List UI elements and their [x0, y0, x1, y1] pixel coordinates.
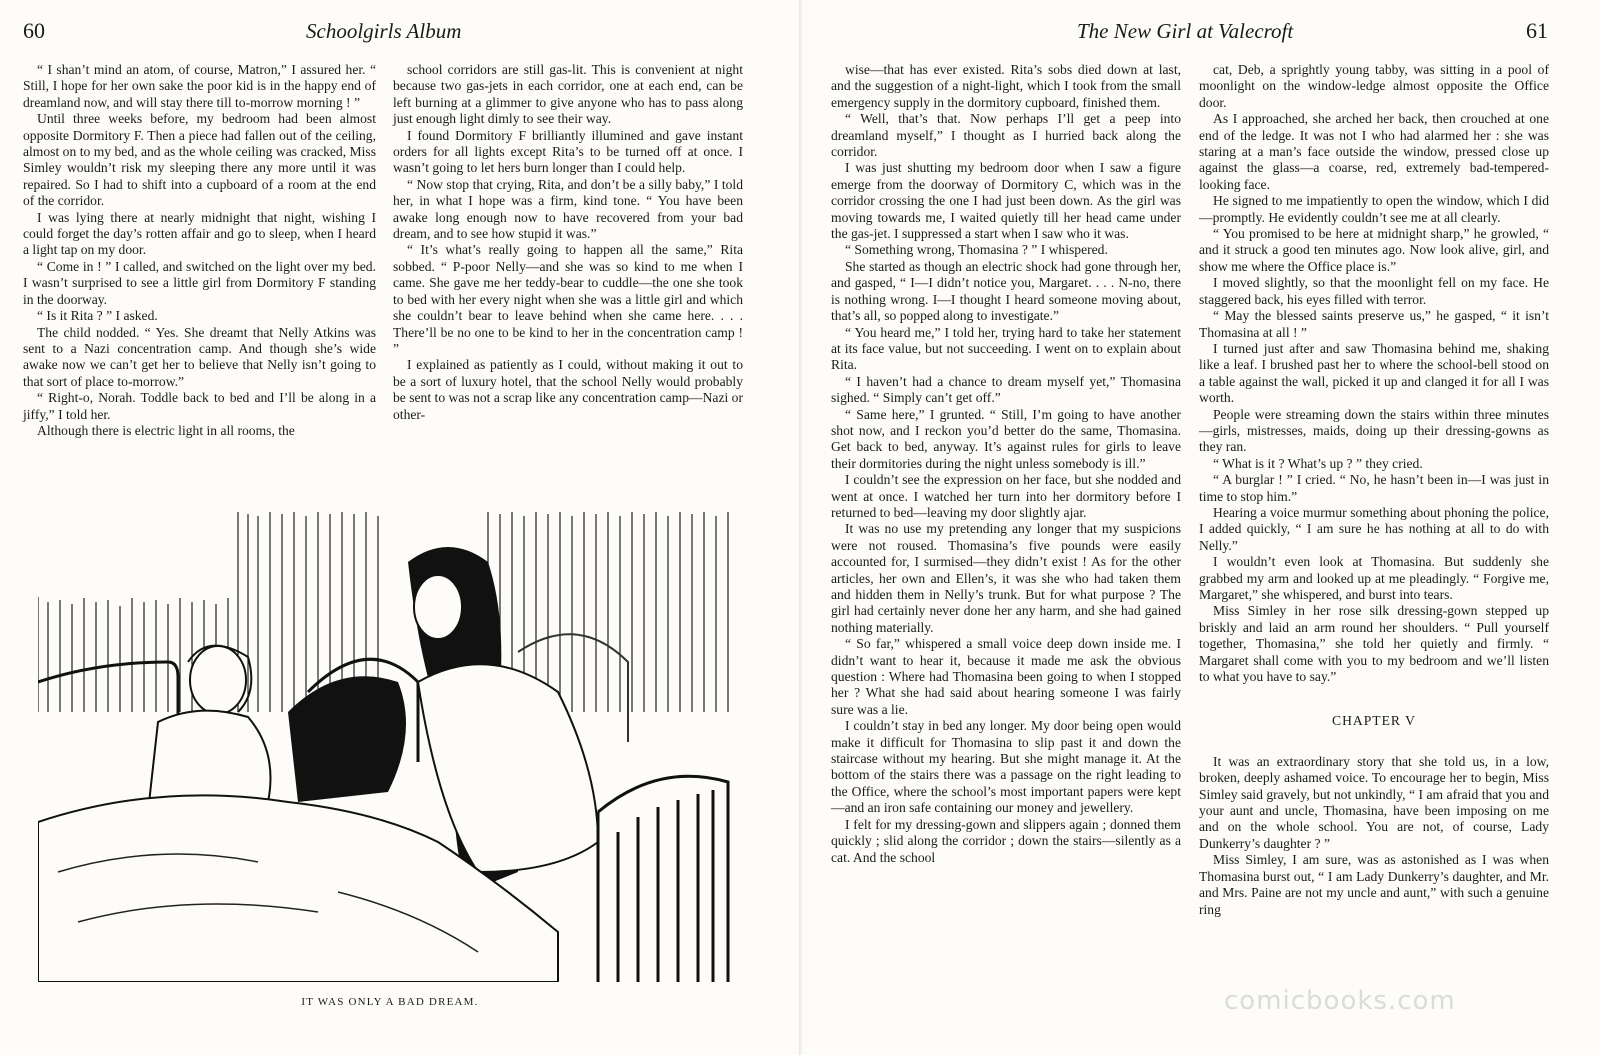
bedroom-illustration — [38, 512, 742, 982]
paragraph: I was lying there at nearly midnight that night, wishing I could forget the day’s rotten affair and go to sleep, when I heard a light tap on my door. — [23, 209, 376, 258]
paragraph: “ It’s what’s really going to happen all the same,” Rita sobbed. “ P-poor Nelly—and she was so kind to me when I came. She gave me her teddy-bear to cuddle—the one she took to bed with her every night when she was a little girl and which she couldn’t bear to leave behind when she came here. . . . There’ll be no one to be kind to her in the concentration camp ! ” — [393, 242, 743, 356]
paragraph: I felt for my dressing-gown and slippers again ; donned them quickly ; slid along the corridor ; down the stairs—silently as a cat. And the school — [831, 816, 1181, 865]
right-column-1 — [831, 62, 1181, 866]
rita-head — [190, 646, 246, 714]
right-running-title: The New Girl at Valecroft — [1077, 19, 1294, 43]
paragraph: I couldn’t stay in bed any longer. My door being open would make it difficult for Thomasina to slip past it and down the staircase without my hearing. But she might manage it. At the bottom of the stairs there was a passage on the right leading to the Office, where the school’s most important papers were kept—and an iron safe containing our money and jewellery. — [831, 718, 1181, 816]
paragraph: “ Well, that’s that. Now perhaps I’ll get a peep into dreamland myself,” I thought as I hurried back along the corridor. — [831, 111, 1181, 160]
left-column-2 — [393, 62, 743, 423]
paragraph: “ What is it ? What’s up ? ” they cried. — [1213, 455, 1423, 471]
page-gutter — [799, 0, 803, 1055]
paragraph: She started as though an electric shock had gone through her, and gasped, “ I—I didn’t notice you, Margaret. . . . N-no, there is nothing wrong. I—I thought I heard someone moving about, that’s all, so popped along to investigate.” — [831, 258, 1181, 324]
paragraph: “ You promised to be here at midnight sharp,” he growled, “ and it struck a good ten minutes ago. Now look alive, girl, and show me where the Office place is.” — [1199, 226, 1549, 274]
paragraph: “ I shan’t mind an atom, of course, Matron,” I assured her. “ Still, I hope for her own sake the poor kid is in the happy end of dreamland now, and will stay there till to-morrow morning ! ” — [23, 62, 376, 110]
paragraph: “ Is it Rita ? ” I asked. — [37, 308, 158, 324]
paragraph: I explained as patiently as I could, without making it out to be a sort of luxury hotel, that the school Nelly would probably be sent to was not a scrap like any concentration camp—Nazi or other- — [393, 357, 743, 422]
paragraph: It was no use my pretending any longer that my suspicions were not roused. Thomasina’s five pounds were easily accounted for, I surmised—they didn’t exist ! As for the other articles, her own and Ellen’s, it was she who had taken them and hidden them in Nelly’s trunk. But for what purpose ? The girl had certainly never done her any harm, and she had gained nothing materially. — [831, 521, 1181, 635]
right-column-2 — [1199, 62, 1549, 918]
paragraph: Although there is electric light in all rooms, the — [37, 422, 295, 438]
paragraph: Until three weeks before, my bedroom had been almost opposite Dormitory F. Then a piece had fallen out of the ceiling, almost on to my bed, and as the whole ceiling was cracked, Miss Simley wouldn’t risk my sleeping there any more until it was repaired. So I had to shift into a cupboard of a room at the end of the corridor. — [23, 111, 376, 209]
paragraph: I moved slightly, so that the moonlight fell on my face. He staggered back, his eyes filled with terror. — [1199, 275, 1549, 307]
right-column-2-text — [1199, 62, 1549, 685]
left-page-number: 60 — [23, 18, 45, 43]
paragraph: “ May the blessed saints preserve us,” he gasped, “ it isn’t Thomasina at all ! ” — [1199, 308, 1549, 340]
paragraph: I wouldn’t even look at Thomasina. But suddenly she grabbed my arm and looked up at me pleadingly. “ Forgive me, Margaret,” she whispered, and burst into tears. — [1199, 554, 1549, 602]
paragraph: He signed to me impatiently to open the window, which I did—promptly. He evidently couldn’t see me at all clearly. — [1199, 193, 1549, 225]
paragraph: The child nodded. “ Yes. She dreamt that Nelly Atkins was sent to a Nazi concentration camp. And though she’s wide awake now we can’t get her to believe that Nelly isn’t going to that sort of place to-morrow.” — [23, 324, 376, 389]
standing-girl-face — [414, 575, 462, 639]
paragraph: “ Now stop that crying, Rita, and don’t be a silly baby,” I told her, in what I hope was a firm, kind tone. “ You have been awake long enough now to have recovered from your bad dream, and to see how stupid it was.” — [393, 176, 743, 242]
illustration-caption: IT WAS ONLY A BAD DREAM. — [301, 996, 479, 1008]
paragraph: Miss Simley in her rose silk dressing-gown stepped up briskly and laid an arm round her shoulders. “ Pull yourself together, Thomasina,” she told her quietly and firmly. “ Margaret shall come with you to my bedroom and we’ll listen to what you have to say.” — [1199, 603, 1549, 685]
watermark: comicbooks.com — [1224, 986, 1456, 1016]
paragraph: It was an extraordinary story that she told us, in a low, broken, deeply ashamed voice. To encourage her to begin, Miss Simley said gravely, but not unkindly, “ I am afraid that you and your aunt and uncle, Thomasina, have been imposing on me and on the whole school. You are not, of course, Lady Dunkerry’s daughter ? ” — [1199, 753, 1549, 851]
paragraph: I found Dormitory F brilliantly illumined and gave instant orders for all lights except Rita’s to be turned off at once. I wasn’t going to let hers burn longer than I could help. — [393, 127, 743, 176]
paragraph: I couldn’t see the expression on her face, but she nodded and went at once. I watched her turn into her dormitory before I returned to bed—leaving my door slightly ajar. — [831, 472, 1181, 520]
chapter-v-text — [1199, 754, 1549, 918]
front-bed-rail — [598, 776, 728, 982]
paragraph: “ I haven’t had a chance to dream myself yet,” Thomasina sighed. “ Simply can’t get off.” — [831, 373, 1181, 406]
paragraph: school corridors are still gas-lit. This is convenient at night because two gas-jets in each corridor, one at each end, can be left burning at a glimmer to give anyone who has to pass along just enough light dimly to see their way. — [393, 62, 743, 127]
paragraph: “ So far,” whispered a small voice deep down inside me. I didn’t want to hear it, because it made me ask the obvious question : Where had Thomasina been going to when I stopped her ? What she had said about hearing someone I was fairly sure was a lie. — [831, 636, 1181, 717]
paragraph: People were streaming down the stairs within three minutes—girls, mistresses, maids, doing up their dressing-gowns as they ran. — [1199, 406, 1549, 455]
paragraph: As I approached, she arched her back, then crouched at one end of the ledge. It was not I who had alarmed her : she was staring at a man’s face outside the window, pressed close up against the glass—a coarse, red, extremely bad-tempered-looking face. — [1199, 111, 1549, 192]
paragraph: cat, Deb, a sprightly young tabby, was sitting in a pool of moonlight on the window-ledge almost opposite the Office door. — [1199, 62, 1549, 110]
paragraph: I was just shutting my bedroom door when I saw a figure emerge from the doorway of Dormitory C, which was in the corridor crossing the one I had just been down. As the girl was moving towards me, I waited quietly till her head came under the gas-jet. I suppressed a start when I saw who it was. — [831, 160, 1181, 242]
paragraph: “ Something wrong, Thomasina ? ” I whispered. — [845, 242, 1108, 258]
paragraph: “ Come in ! ” I called, and switched on the light over my bed. I wasn’t surprised to see a little girl from Dormitory F standing in the doorway. — [23, 258, 376, 307]
standing-girl-robe — [418, 664, 598, 872]
right-page-number: 61 — [1526, 18, 1548, 43]
left-running-title: Schoolgirls Album — [306, 19, 462, 43]
paragraph: “ Right-o, Norah. Toddle back to bed and I’ll be along in a jiffy,” I told her. — [23, 390, 376, 422]
left-column-1 — [23, 62, 376, 439]
paragraph: “ Same here,” I grunted. “ Still, I’m going to have another shot now, and I reckon you’d better do the same, Thomasina. Get back to bed, anyway. It’s against rules for girls to leave their dormitories during the night unless somebody is ill.” — [831, 406, 1181, 471]
paragraph: I turned just after and saw Thomasina behind me, shaking like a leaf. I brushed past her to where the school-bell stood on a table against the wall, picked it up and clanged it for all I was worth. — [1199, 340, 1549, 406]
paragraph: wise—that has ever existed. Rita’s sobs died down at last, and the suggestion of a night-light, which I took from the small emergency supply in the dormitory cupboard, finished them. — [831, 62, 1181, 110]
chapter-heading: CHAPTER V — [1332, 713, 1416, 729]
paragraph: Hearing a voice murmur something about phoning the police, I added quickly, “ I am sure he has nothing at all to do with Nelly.” — [1199, 504, 1549, 553]
paragraph: Miss Simley, I am sure, was as astonished as I was when Thomasina burst out, “ I am Lady Dunkerry’s daughter, and Mr. and Mrs. Paine are not my uncle and aunt,” with such a genuine ring — [1199, 852, 1549, 917]
paragraph: “ You heard me,” I told her, trying hard to take her statement at its face value, but not succeeding. I went on to explain about Rita. — [831, 324, 1181, 373]
paragraph: “ A burglar ! ” I cried. “ No, he hasn’t been in—I was just in time to stop him.” — [1199, 472, 1549, 504]
